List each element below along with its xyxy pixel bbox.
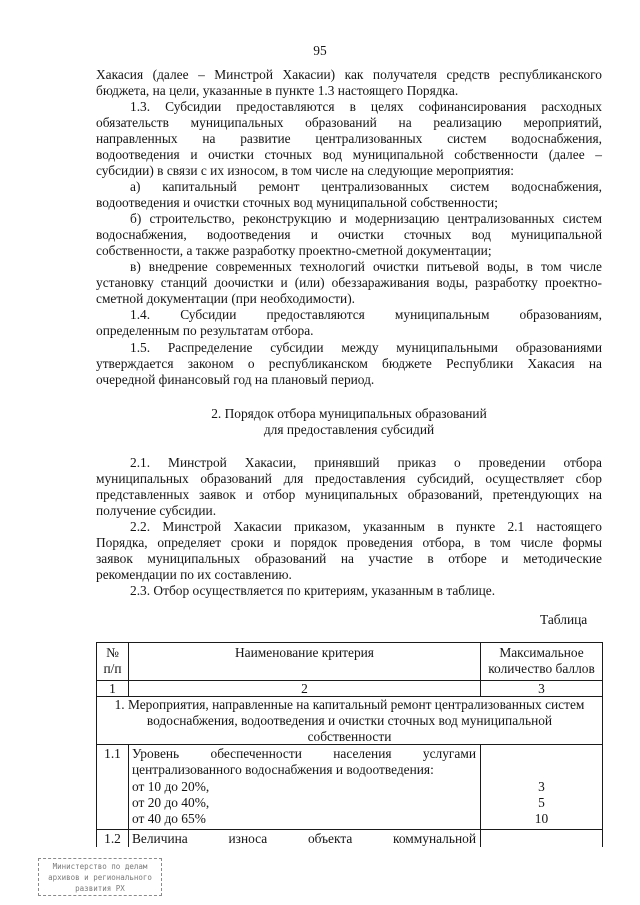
text-line: б) строительство, реконструкцию и модернизацию централизованных систем [130, 211, 602, 226]
text-line: 1.5. Распределение субсидии между муниципальными образованиями [130, 340, 602, 355]
text-line: рекомендации по их составлению. [96, 567, 292, 582]
text-line: установку станций доочистки и (или) обеззараживания воды, разработку проектно- [96, 275, 602, 290]
criterion-line: от 10 до 20%, [132, 779, 210, 794]
header-num: п/п [103, 661, 122, 676]
table-caption: Таблица [540, 612, 588, 627]
header-max-score: количество баллов [488, 661, 595, 676]
text-line: муниципальных образований для предоставления субсидий, осуществляет сбор [96, 471, 602, 486]
text-line: 1.3. Субсидии предоставляются в целях софинансирования расходных [130, 99, 602, 114]
text-line: водоотведения и очистки сточных вод муниципальной собственности (далее – [96, 147, 602, 162]
row-number: 1.1 [104, 746, 121, 761]
text-line: в) внедрение современных технологий очистки питьевой воды, в том числе [130, 259, 602, 274]
text-line: заявок муниципальных образований на участие в отборе и методические [96, 551, 602, 566]
text-line: субсидии) в связи с их износом, в том числе на следующие мероприятия: [96, 163, 515, 178]
text-line: 2.1. Минстрой Хакасии, принявший приказ о проведении отбора [130, 455, 602, 470]
criterion-line: централизованного водоснабжения и водоотведения: [132, 762, 434, 777]
row-number: 1.2 [104, 831, 121, 846]
text-line: сметной документации (при необходимости). [96, 291, 356, 306]
header-max-score: Максимальное [499, 645, 584, 660]
criterion-line: от 20 до 40%, [132, 795, 210, 810]
text-line: утверждается законом о республиканском бюджете Республики Хакасия на [96, 356, 602, 371]
text-line: представленных заявок и отбор муниципальных образований, претендующих на [96, 487, 602, 502]
table-rule [602, 642, 603, 847]
text-line: собственности, а также разработку проектно-сметной документации; [96, 243, 492, 258]
score-value: 3 [538, 779, 545, 794]
column-number: 3 [538, 681, 545, 696]
text-line: водоотведения и очистки сточных вод муниципальной собственности; [96, 195, 498, 210]
header-name: Наименование критерия [235, 645, 374, 660]
header-num: № [106, 645, 119, 660]
text-line: получение субсидии. [96, 503, 217, 518]
table-rule [128, 744, 129, 847]
text-line: 1.4. Субсидии предоставляются муниципальным образованиям, [130, 307, 602, 322]
stamp-line: Министерство по делам [52, 862, 148, 871]
page-number: 95 [313, 43, 327, 58]
score-value: 10 [534, 811, 549, 826]
text-line: Порядка, определяет сроки и порядок проведения отбора, в том числе формы [96, 535, 602, 550]
paragraph-2-3: 2.3. Отбор осуществляется по критериям, указанным в таблице. [130, 583, 496, 598]
text-line: очередной финансовый год на плановый период. [96, 372, 375, 387]
text-line: определенным по результатам отбора. [96, 323, 314, 338]
stamp-line: архивов и регионального [48, 873, 152, 882]
criterion-line: Величина износа объекта коммунальной [132, 831, 476, 846]
intro-line: Хакасия (далее – Минстрой Хакасии) как получателя средств республиканского [96, 67, 602, 82]
criteria-table [96, 642, 603, 847]
text-line: а) капитальный ремонт централизованных систем водоснабжения, [130, 179, 602, 194]
text-line: обязательств муниципальных образований на реализацию мероприятий, [96, 115, 602, 130]
heading-line: для предоставления субсидий [263, 422, 435, 437]
text-line: направленных на развитие централизованных систем водоснабжения, [96, 131, 602, 146]
table-rule [96, 829, 603, 830]
score-value: 5 [538, 795, 545, 810]
group-line: водоснабжения, водоотведения и очистки сточных вод муниципальной [146, 713, 553, 728]
table-rule [96, 642, 603, 643]
criterion-line: от 40 до 65% [132, 811, 206, 826]
column-number: 1 [109, 681, 116, 696]
intro-line: бюджета, на цели, указанные в пункте 1.3 настоящего Порядка. [96, 83, 459, 98]
column-number: 2 [301, 681, 308, 696]
text-line: 2.2. Минстрой Хакасии приказом, указанным в пункте 2.1 настоящего [130, 519, 602, 534]
heading-line: 2. Порядок отбора муниципальных образований [211, 406, 487, 421]
archive-stamp [38, 858, 162, 896]
group-line: собственности [307, 729, 392, 744]
text-line: водоснабжения, водоотведения и очистки сточных вод муниципальной [96, 227, 602, 242]
group-line: 1. Мероприятия, направленные на капитальный ремонт централизованных систем [114, 697, 585, 712]
stamp-line: развития РХ [75, 884, 125, 893]
criterion-line: Уровень обеспеченности населения услугами [132, 746, 476, 761]
